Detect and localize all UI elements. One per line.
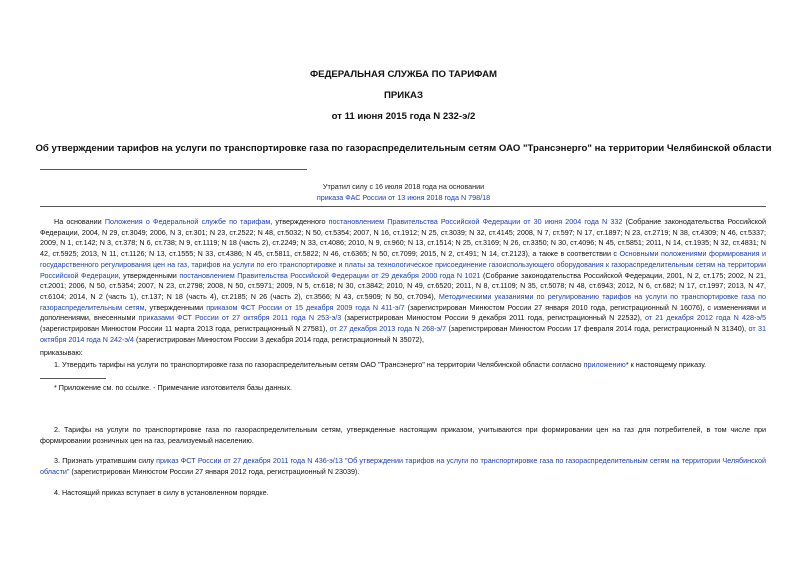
- link-fst-regulation[interactable]: Положения о Федеральной службе по тарифам: [104, 217, 271, 226]
- date-number-heading: от 11 июня 2015 года N 232-э/2: [331, 111, 476, 122]
- link-order-242[interactable]: от 31 октября 2014 года N 242-э/4: [40, 324, 767, 344]
- link-government-resolution-1021[interactable]: постановлением Правительства Российской Федерации от 29 декабря 2000 года N 1021: [179, 270, 481, 280]
- item-1: 1. Утвердить тарифы на услуги по транспортировке газа по газораспределительным сетям ОАО "Трансэнерго" на территории Челябинской области согласно приложению* к настоящему приказу.: [54, 360, 707, 369]
- link-appendix[interactable]: приложению: [583, 360, 626, 369]
- link-methodical-guidelines[interactable]: Методическими указаниями по регулированию тарифов на услуги по транспортировке газа по газораспределительным сетям: [40, 291, 766, 312]
- link-government-resolution-332[interactable]: постановлением Правительства Российской Федерации от 30 июня 2004 года N 332: [328, 217, 623, 226]
- link-order-428[interactable]: от 21 декабря 2012 года N 428-э/5: [645, 313, 767, 323]
- link-order-411[interactable]: приказом ФСТ России от 15 декабря 2009 года N 411-э/7: [206, 302, 405, 312]
- link-basic-provisions[interactable]: Основными положениями формирования и государственного регулирования цен на газ, тарифов на услуги по его транспортировке и платы за технологическое присоединение газоиспользующего оборудования к газораспределительным сетям на территории Российской Федерации: [40, 249, 766, 280]
- document-title: Об утверждении тарифов на услуги по транспортировке газа по газораспределительным сетям ОАО "Трансэнерго" на территории Челябинской области: [35, 143, 772, 154]
- agency-heading: ФЕДЕРАЛЬНАЯ СЛУЖБА ПО ТАРИФАМ: [309, 69, 498, 80]
- item-4: 4. Настоящий приказ вступает в силу в установленном порядке.: [54, 488, 269, 497]
- status-note-text: Утратил силу с 16 июля 2018 года на основании: [322, 182, 485, 191]
- link-order-268[interactable]: от 27 декабря 2013 года N 268-э/7: [329, 324, 447, 334]
- status-note-link[interactable]: приказа ФАС России от 13 июня 2018 года N 798/18: [316, 193, 491, 202]
- link-order-253[interactable]: приказами ФСТ России от 27 октября 2011 года N 253-э/3: [138, 313, 342, 323]
- footnote-divider: [40, 378, 106, 379]
- footnote-text: * Приложение см. по ссылке. - Примечание изготовителя базы данных.: [54, 383, 293, 392]
- status-divider: [40, 206, 766, 207]
- item-2: 2. Тарифы на услуги по транспортировке газа по газораспределительным сетям, утвержденные настоящим приказом, учитываются при формировании цен на газ для потребителей, в том числе при формировании розничных цен на газ, реализуемый населению.: [40, 425, 766, 445]
- preamble-paragraph: На основании Положения о Федеральной службе по тарифам, утвержденного постановлением Правительства Российской Федерации от 30 июня 2004 года N 332 (Собрание законодательства Российской Федерации, 2004, N 29, ст.3049; 2006, N 3, ст.301; N 23, ст.2522; N 48, ст.5032; N 50, ст.5354; 2007, N 16, ст.1912; N 25, ст.3039; N 32, ст.4145; 2008, N 7, ст.597; N 17, ст.1897; N 23, ст.2719; N 38, ст.4309; N 46, ст.5337; 2009, N 1, ст.142; N 3, ст.378; N 6, ст.738; N 9, ст.1119; N 18 (часть 2), ст.2249; N 33, ст.4086; 2010, N 9, ст.960; N 13, ст.1514; N 25, ст.3169; N 26, ст.3350; N 30, ст.4096; N 45, ст.5851; 2011, N 14, ст.1935; N 32, ст.4831; N 42, ст.5925; 2013, N 11, ст.1126; N 13, ст.1555; N 33, ст.4386; N 45, ст.5811, ст.5822; N 46, ст.6365; N 50, ст.7099; 2015, N 2, ст.491; N 14, ст.2123), а также в соответствии с Основными положениями формирования и государственного регулирования цен на газ, тарифов на услуги по его транспортировке и платы за технологическое присоединение газоиспользующего оборудования к газораспределительным сетям на территории Российской Федерации, утвержденными постановлением Правительства Российской Федерации от 29 декабря 2000 года N 1021 (Собрание законодательства Российской Федерации, 2001, N 2, ст.175; 2002, N 21, ст.2001; 2006, N 50, ст.5354; 2007, N 23, ст.2798; 2008, N 50, ст.5971; 2009, N 5, ст.618; N 30, ст.3842; 2010, N 49, ст.6520; 2011, N 8, ст.1109; N 35, ст.5078; N 48, ст.6943; 2012, N 6, ст.682; N 17, ст.1997; 2013, N 47, ст.6104; 2014, N 2 (часть 1), ст.137; N 18 (часть 4), ст.2185; N 26 (часть 2), ст.3566; N 43, ст.5909; N 50, ст.7094), Методическими указаниями по регулированию тарифов на услуги по транспортировке газа по газораспределительным сетям, утвержденными приказом ФСТ России от 15 декабря 2009 года N 411-э/7 (зарегистрирован Минюстом России 27 января 2010 года, регистрационный N 16076), с изменениями и дополнениями, внесенными приказами ФСТ России от 27 октября 2011 года N 253-э/3 (зарегистрирован Минюстом России 9 декабря 2011 года, регистрационный N 22532), от 21 декабря 2012 года N 428-э/5 (зарегистрирован Минюстом России 11 марта 2013 года, регистрационный N 27581), от 27 декабря 2013 года N 268-э/7 (зарегистрирован Минюстом России 17 февраля 2014 года, регистрационный N 31340), от 31 октября 2014 года N 242-э/4 (зарегистрирован Минюстом России 3 декабря 2014 года, регистрационный N 35072),: [40, 217, 767, 344]
- item-3: 3. Признать утратившим силу приказ ФСТ России от 27 декабря 2011 года N 436-э/13 "Об утверждении тарифов на услуги по транспортировке газа по газораспределительным сетям на территории Челябинской области" (зарегистрирован Минюстом России 27 января 2012 года, регистрационный N 23039).: [40, 456, 766, 476]
- document-type-heading: ПРИКАЗ: [384, 90, 423, 101]
- link-order-436[interactable]: приказ ФСТ России от 27 декабря 2011 года N 436-э/13 "Об утверждении тарифов на услуги по транспортировке газа по газораспределительным сетям на территории Челябинской области": [40, 456, 766, 476]
- title-divider: [40, 169, 307, 170]
- orders-word: приказываю:: [40, 348, 83, 357]
